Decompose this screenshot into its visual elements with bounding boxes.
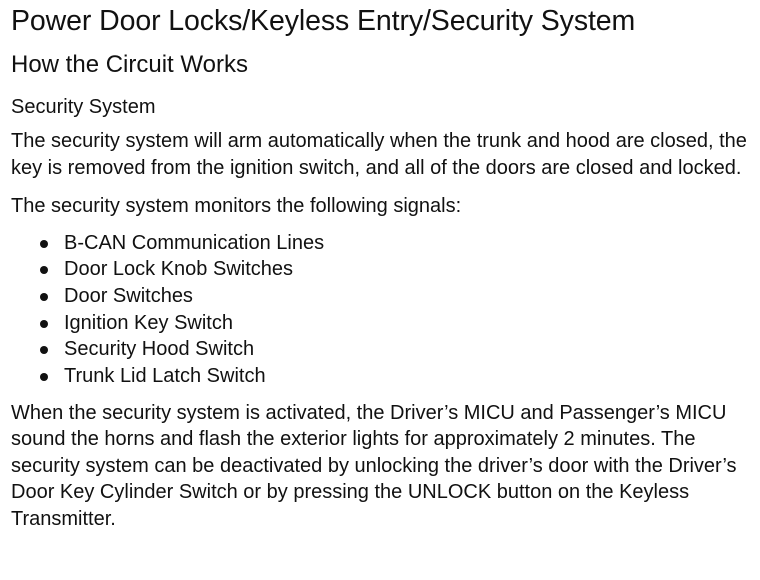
list-item-label: B-CAN Communication Lines (64, 231, 325, 254)
list-item-label: Ignition Key Switch (64, 311, 233, 334)
list-item-label: Security Hood Switch (64, 338, 255, 361)
section-title: How the Circuit Works (11, 51, 248, 78)
bullet-icon (40, 346, 48, 354)
list-item (11, 283, 751, 310)
subsection-title: Security System (11, 96, 156, 118)
signals-intro-paragraph: The security system monitors the following signals: (11, 195, 462, 217)
bullet-icon (40, 266, 48, 274)
signal-list (11, 230, 751, 390)
list-item (11, 256, 751, 283)
list-item-label: Door Lock Knob Switches (64, 258, 294, 281)
bullet-icon (40, 240, 48, 248)
list-item (11, 230, 751, 257)
bullet-icon (40, 293, 48, 301)
list-item-label: Door Switches (64, 284, 193, 307)
bullet-icon (40, 320, 48, 328)
list-item (11, 363, 751, 390)
list-item (11, 310, 751, 337)
document-page (11, 0, 751, 532)
list-item-label: Trunk Lid Latch Switch (64, 365, 266, 388)
list-item (11, 336, 751, 363)
document-title: Power Door Locks/Keyless Entry/Security System (11, 5, 636, 37)
bullet-icon (40, 373, 48, 381)
arming-paragraph: The security system will arm automatically when the trunk and hood are closed, the key is removed from the ignition switch, and all of the doors are closed and locked. (11, 130, 747, 179)
activation-paragraph: When the security system is activated, the Driver’s MICU and Passenger’s MICU sound the horns and flash the exterior lights for approximately 2 minutes. The security system can be deactivated by unlocking the driver’s door with the Driver’s Door Key Cylinder Switch or by pressing the UNLOCK button on the Keyless Transmitter. (11, 401, 737, 530)
